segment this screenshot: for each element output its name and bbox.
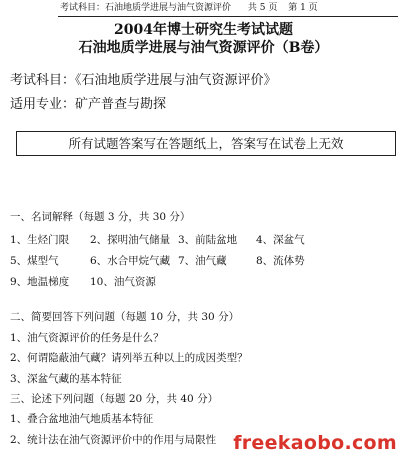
section3-heading: 三、论述下列问题（每题 20 分，共 40 分） xyxy=(10,393,219,405)
page-header xyxy=(60,3,400,14)
question-item: 3、深盆气藏的基本特征 xyxy=(10,373,122,385)
site-watermark: freekaobo.com xyxy=(233,432,397,454)
term-item: 4、深盆气 xyxy=(256,234,305,246)
term-item: 10、油气资源 xyxy=(90,276,156,288)
question-item: 1、叠合盆地油气地质基本特征 xyxy=(10,413,154,425)
question-item: 2、统计法在油气资源评价中的作用与局限性 xyxy=(10,434,217,446)
notice-text: 所有试题答案写在答题纸上，答案写在试卷上无效 xyxy=(68,136,344,151)
header-divider xyxy=(58,16,398,17)
header-page-number: 第 1 页 xyxy=(288,3,318,13)
exam-subtitle: 石油地质学进展与油气资源评价（B卷） xyxy=(78,40,329,56)
header-total-pages: 共 5 页 xyxy=(247,3,278,13)
exam-title: 2004年博士研究生考试试题 xyxy=(114,22,293,38)
term-item: 1、生烃门限 xyxy=(10,234,70,246)
term-item: 2、探明油气储量 xyxy=(90,234,171,246)
section2-heading: 二、简要回答下列问题（每题 10 分，共 30 分） xyxy=(10,311,240,323)
question-item: 2、何谓隐蔽油气藏？请列举五种以上的成因类型？ xyxy=(10,352,248,364)
notice-box xyxy=(16,131,396,156)
term-item: 8、流体势 xyxy=(256,255,305,267)
question-item: 1、油气资源评价的任务是什么？ xyxy=(10,332,164,344)
term-item: 3、前陆盆地 xyxy=(178,234,238,246)
exam-major: 适用专业：矿产普查与勘探 xyxy=(10,97,167,112)
section1-heading: 一、名词解释（每题 3 分，共 30 分） xyxy=(10,211,191,223)
term-item: 7、油气藏 xyxy=(178,255,227,267)
term-item: 6、水合甲烷气藏 xyxy=(90,255,171,267)
term-item: 5、煤型气 xyxy=(10,255,59,267)
exam-subject: 考试科目：《石油地质学进展与油气资源评价》 xyxy=(10,73,277,88)
term-item: 9、地温梯度 xyxy=(10,276,70,288)
header-subject: 考试科目：石油地质学进展与油气资源评价 xyxy=(60,3,232,13)
